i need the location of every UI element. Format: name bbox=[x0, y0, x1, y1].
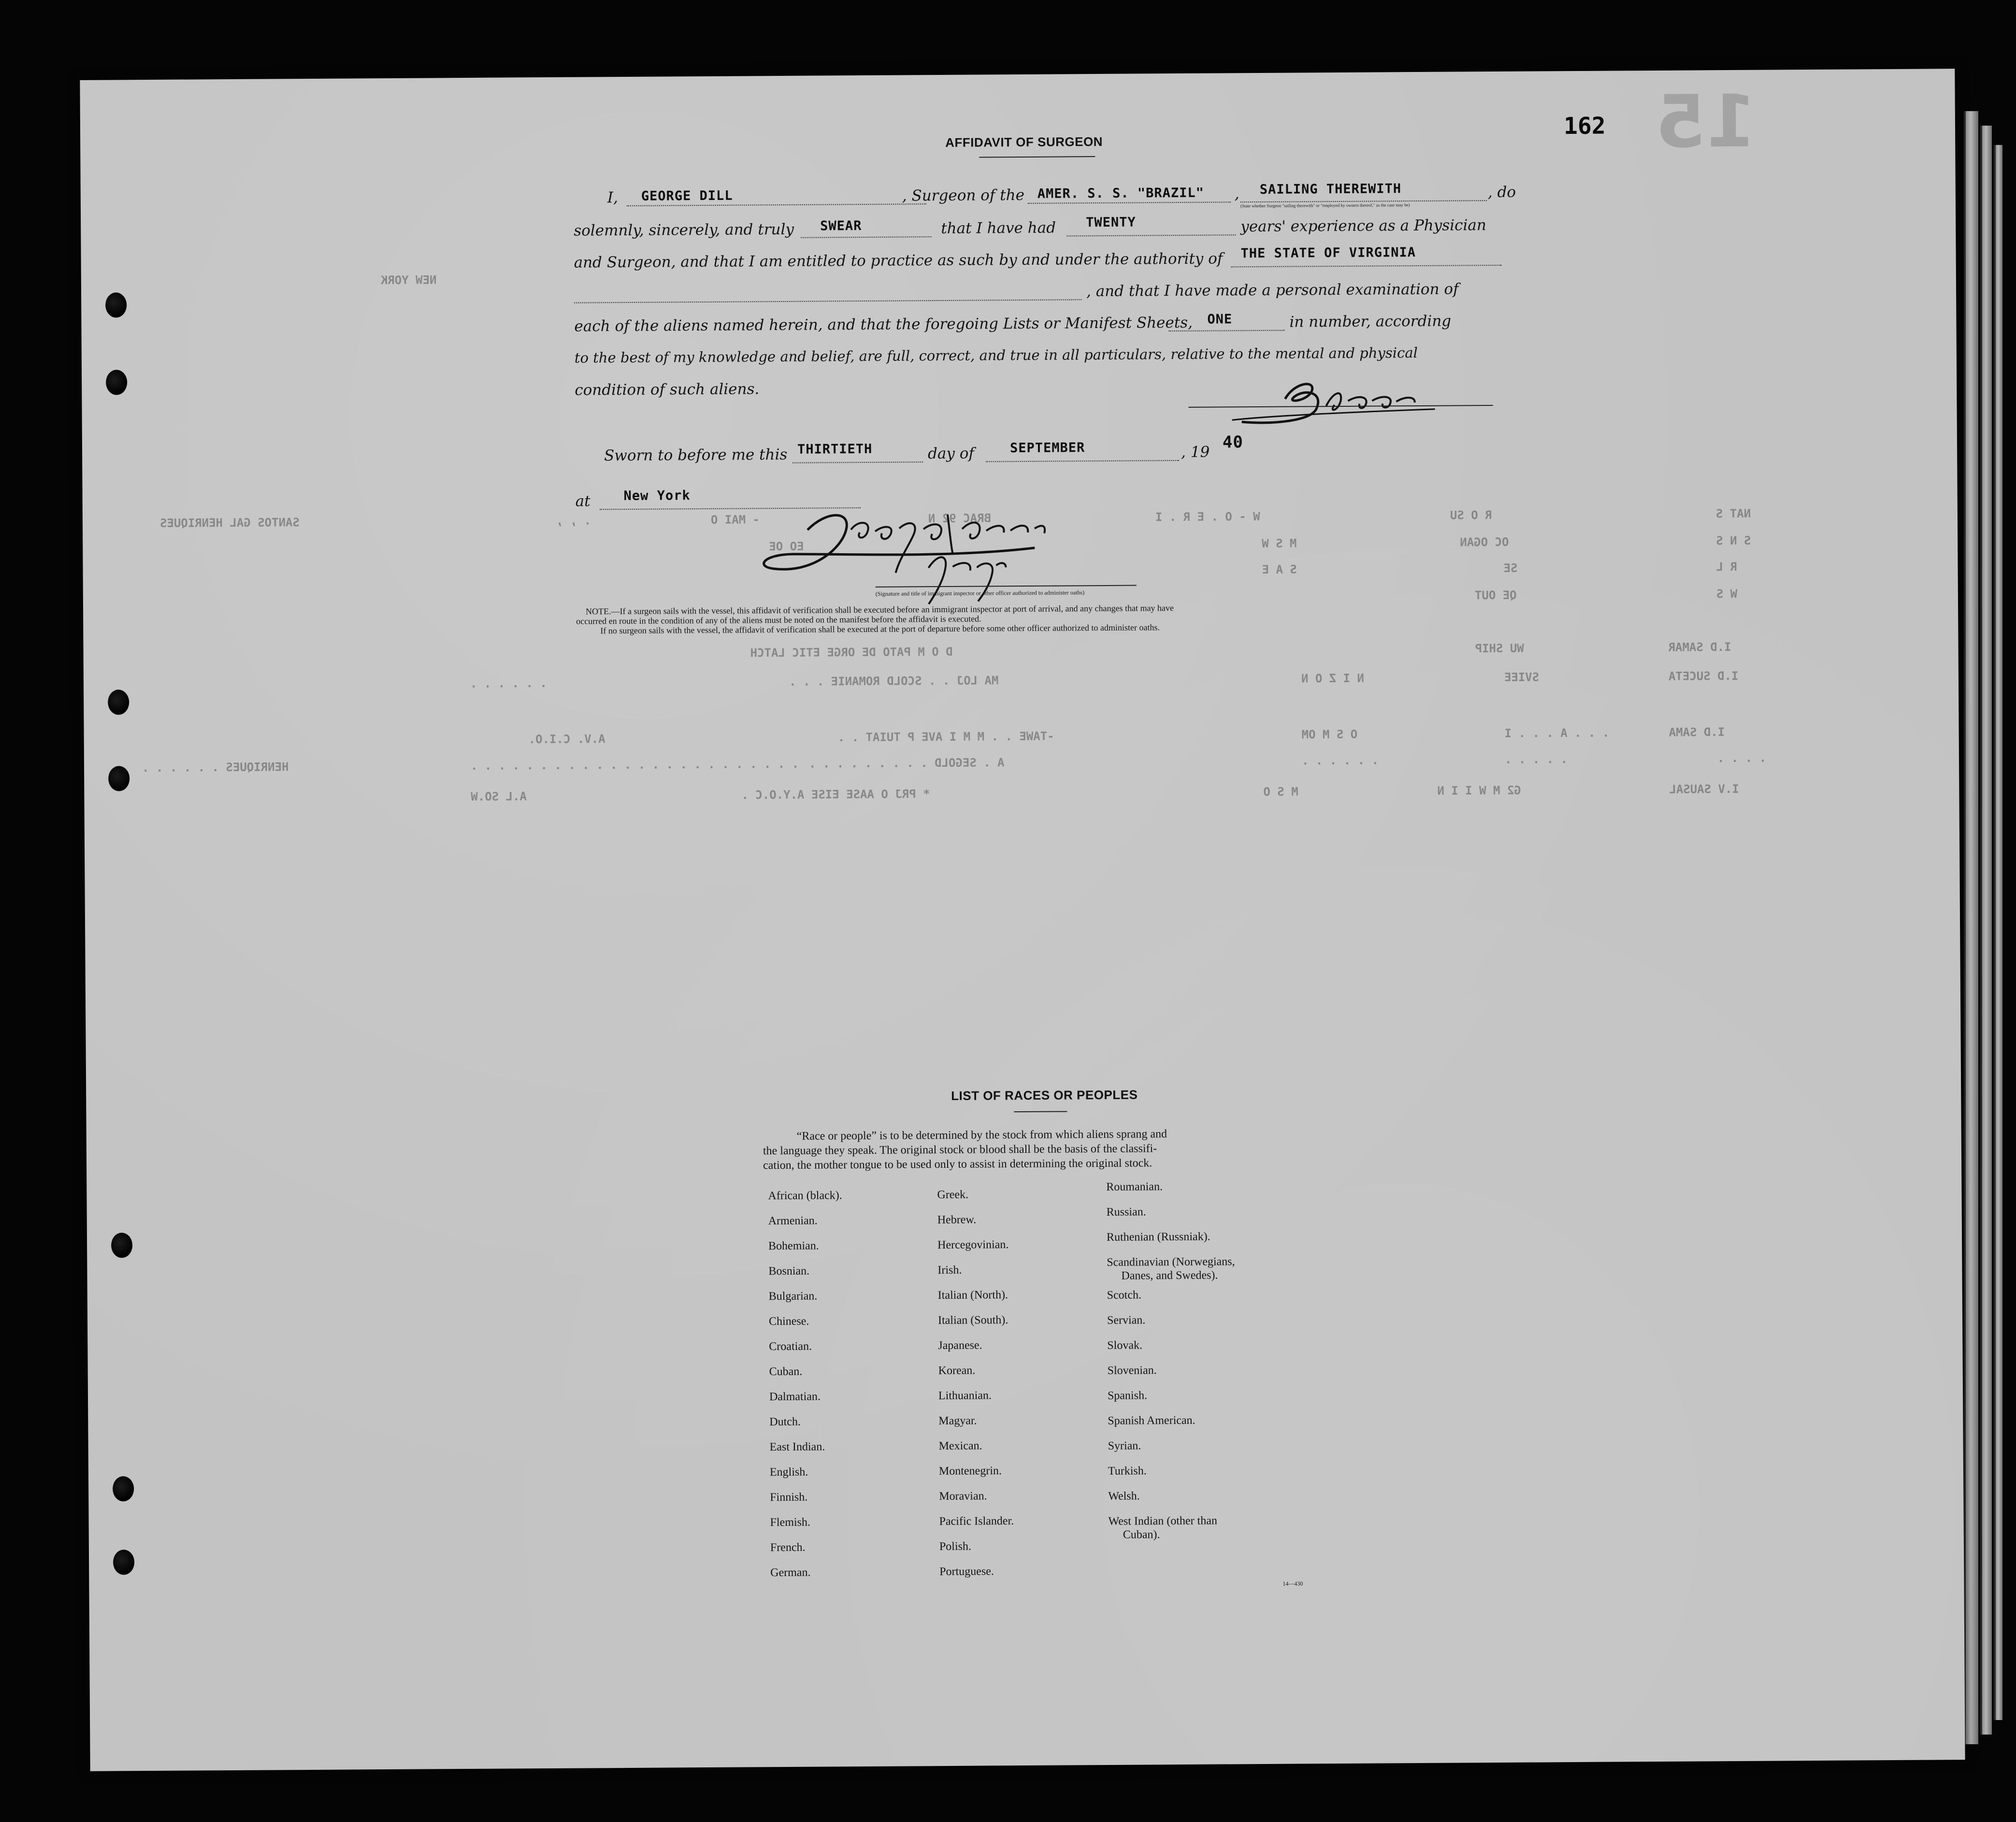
affidavit-note-line: If no surgeon sails with the vessel, the affidavit of verification shall be executed at the port of departure before some other officer authorized to administer oaths. bbox=[600, 622, 1160, 636]
race-item: Russian. bbox=[1106, 1205, 1146, 1219]
race-item: Croatian. bbox=[769, 1340, 812, 1353]
races-intro-line: “Race or people” is to be determined by the stock from which aliens sprang and bbox=[796, 1128, 1167, 1143]
race-item: East Indian. bbox=[769, 1440, 825, 1454]
page-number: 162 bbox=[1563, 112, 1606, 140]
sworn-day: THIRTIETH bbox=[797, 441, 873, 457]
race-item: Japanese. bbox=[938, 1339, 982, 1352]
race-item: Ruthenian (Russniak). bbox=[1106, 1230, 1210, 1244]
race-item: Welsh. bbox=[1108, 1490, 1140, 1503]
affidavit-word: at bbox=[575, 492, 590, 510]
race-item: Portuguese. bbox=[939, 1565, 994, 1578]
affidavit-word: each of the aliens named herein, and that the foregoing Lists or Manifest Sheets, bbox=[574, 314, 1193, 335]
race-item: Flemish. bbox=[770, 1516, 811, 1529]
sailing-hint: (State whether Surgeon "sailing therewith" or "employed by owners thereof," as the case may be) bbox=[1240, 202, 1410, 209]
vessel-name: AMER. S. S. "BRAZIL" bbox=[1037, 185, 1205, 201]
race-item: Danes, and Swedes). bbox=[1121, 1269, 1218, 1282]
race-item: Armenian. bbox=[768, 1214, 818, 1228]
race-item: Magyar. bbox=[938, 1414, 977, 1428]
punch-hole bbox=[111, 1233, 132, 1258]
affidavit-note-line: NOTE.—If a surgeon sails with the vessel, this affidavit of verification shall be executed before an immigrant inspector at port of arrival, and any changes that may have bbox=[586, 603, 1174, 617]
race-item: Spanish American. bbox=[1108, 1414, 1195, 1427]
race-item: Moravian. bbox=[939, 1490, 987, 1503]
punch-hole bbox=[113, 1476, 134, 1501]
race-item: West Indian (other than bbox=[1108, 1514, 1218, 1528]
affidavit-word: and Surgeon, and that I am entitled to practice as such by and under the authority of bbox=[574, 250, 1223, 272]
races-intro-line: cation, the mother tongue to be used only to assist in determining the original stock. bbox=[763, 1157, 1152, 1172]
fill-line bbox=[801, 236, 931, 238]
race-item: Finnish. bbox=[770, 1491, 808, 1504]
races-intro-line: the language they speak. The original stock or blood shall be the basis of the classifi- bbox=[763, 1142, 1157, 1158]
race-item: Turkish. bbox=[1108, 1464, 1147, 1478]
race-item: Slovenian. bbox=[1107, 1364, 1157, 1377]
race-item: Syrian. bbox=[1108, 1439, 1141, 1452]
race-item: Lithuanian. bbox=[938, 1389, 992, 1403]
punch-hole bbox=[108, 689, 129, 715]
race-item: Servian. bbox=[1107, 1314, 1146, 1327]
race-item: Irish. bbox=[937, 1263, 962, 1277]
race-item: English. bbox=[769, 1465, 808, 1479]
form-code: 14—430 bbox=[1282, 1580, 1303, 1587]
page-stack-edge bbox=[1964, 111, 1978, 1744]
race-item: Mexican. bbox=[938, 1439, 982, 1453]
races-column-1 bbox=[768, 1183, 844, 1585]
race-item: Korean. bbox=[938, 1364, 976, 1377]
affidavit-word: , do bbox=[1487, 183, 1516, 201]
official-caption: (Signature and title of immigrant inspector or other officer authorized to administer oaths) bbox=[875, 589, 1085, 597]
race-item: Cuban. bbox=[769, 1365, 803, 1378]
race-item: Chinese. bbox=[768, 1315, 809, 1328]
title-rule bbox=[979, 156, 1095, 158]
race-item: Dutch. bbox=[769, 1415, 801, 1429]
fill-line bbox=[574, 299, 1081, 303]
race-item: Scandinavian (Norwegians, bbox=[1107, 1255, 1235, 1269]
page-stack-edge bbox=[1994, 145, 2002, 1720]
race-item: Dalmatian. bbox=[769, 1390, 821, 1404]
races-title-rule bbox=[1014, 1111, 1067, 1112]
race-item: Roumanian. bbox=[1106, 1180, 1163, 1193]
years-experience: TWENTY bbox=[1086, 215, 1136, 230]
affidavit-word: , and that I have made a personal examination of bbox=[1086, 280, 1459, 301]
stamp-number: 15 bbox=[1655, 79, 1757, 164]
page-stack-edge bbox=[1980, 126, 1992, 1735]
race-item: Spanish. bbox=[1107, 1389, 1148, 1402]
affidavit-word: day of bbox=[927, 445, 975, 463]
affidavit-word: to the best of my knowledge and belief, are full, correct, and true in all particulars, relative to the mental and physical bbox=[574, 344, 1418, 366]
race-item: Bosnian. bbox=[768, 1264, 810, 1278]
sailing-status: SAILING THEREWITH bbox=[1259, 181, 1402, 197]
punch-hole bbox=[108, 766, 130, 791]
race-item: German. bbox=[770, 1566, 811, 1579]
punch-hole bbox=[113, 1549, 134, 1575]
sheet-count: ONE bbox=[1207, 312, 1233, 327]
licensing-authority: THE STATE OF VIRGINIA bbox=[1240, 245, 1416, 261]
sworn-month: SEPTEMBER bbox=[1009, 440, 1085, 456]
manifest-page bbox=[80, 69, 1965, 1771]
fill-line bbox=[1169, 330, 1285, 331]
affidavit-word: condition of such aliens. bbox=[575, 380, 760, 399]
fill-line bbox=[986, 460, 1179, 462]
race-item: Slovak. bbox=[1107, 1339, 1143, 1352]
race-item: Cuban). bbox=[1123, 1528, 1160, 1541]
races-column-3 bbox=[1106, 1174, 1237, 1542]
race-item: Bulgarian. bbox=[768, 1290, 818, 1303]
fill-line bbox=[1066, 234, 1236, 236]
affidavit-word: , Surgeon of the bbox=[902, 186, 1025, 205]
oath-type: SWEAR bbox=[820, 218, 862, 234]
affidavit-word: solemnly, sincerely, and truly bbox=[574, 220, 794, 240]
race-item: Scotch. bbox=[1107, 1289, 1142, 1302]
sworn-place: New York bbox=[623, 488, 691, 504]
bleed-through-text: NEW YORK SANTOS GAL HENRIQUES . , , - MAI O BRAC 92 N W - O . E R . I R O SU NAT S EO OE M S W OC OGAN S N S S A E SE R L QE OUT W S D O M PATO DE ORGE ETIC LATCH WU SHIP I.D SAMAR . . . . . . MA LOJ . . SCOLD ROMANIE . . . N I Z O N SVIEE I.D SUCETA A.V. C.I.O. -TAWE . . M M I AVE P TUIAT . . O S M OM . . . A . . . I I.D SAMA HENRIQUES . . . . . . . . . . . . . . . . . . . . . . . . . . . . . . A . SEGOLD . . . . . . . . . . . . . . . . . . . . . . . . A.L SO.W * PRJ O AASE EISE A.Y.O.C . M S O G2 M W I I N I.V SAUSAL bbox=[142, 273, 1767, 803]
fill-line bbox=[792, 461, 923, 463]
surgeon-signature bbox=[1212, 371, 1522, 426]
affidavit-word: in number, according bbox=[1289, 312, 1452, 331]
punch-hole bbox=[105, 292, 127, 317]
fill-line bbox=[1028, 201, 1231, 204]
affidavit-note-line: occurred en route in the condition of any of the aliens must be noted on the manifest before the affidavit is executed. bbox=[576, 614, 981, 626]
affidavit-word: , bbox=[1234, 185, 1239, 203]
affidavit-word: I, bbox=[607, 189, 619, 207]
affidavit-word: years' experience as a Physician bbox=[1240, 216, 1486, 236]
affidavit-word: Sworn to before me this bbox=[604, 445, 788, 465]
race-item: Pacific Islander. bbox=[939, 1515, 1014, 1528]
race-item: Hercegovinian. bbox=[937, 1238, 1009, 1252]
race-item: Italian (North). bbox=[937, 1289, 1008, 1302]
fill-line bbox=[1231, 265, 1502, 267]
surgeon-name: GEORGE DILL bbox=[641, 188, 733, 204]
race-item: Greek. bbox=[937, 1188, 969, 1202]
affidavit-title: AFFIDAVIT OF SURGEON bbox=[945, 134, 1103, 150]
race-item: Montenegrin. bbox=[938, 1464, 1002, 1478]
races-title: LIST OF RACES OR PEOPLES bbox=[951, 1087, 1138, 1103]
race-item: African (black). bbox=[768, 1189, 842, 1203]
affidavit-word: , 19 bbox=[1181, 443, 1210, 461]
fill-line bbox=[627, 203, 926, 206]
race-item: Polish. bbox=[939, 1540, 972, 1553]
sworn-year: 40 bbox=[1222, 432, 1244, 452]
race-item: Bohemian. bbox=[768, 1239, 819, 1253]
race-item: Hebrew. bbox=[937, 1213, 977, 1227]
races-column-2 bbox=[937, 1182, 1014, 1584]
punch-hole bbox=[106, 370, 127, 395]
race-item: French. bbox=[770, 1541, 806, 1554]
affidavit-word: that I have had bbox=[941, 219, 1056, 238]
race-item: Italian (South). bbox=[937, 1314, 1008, 1327]
